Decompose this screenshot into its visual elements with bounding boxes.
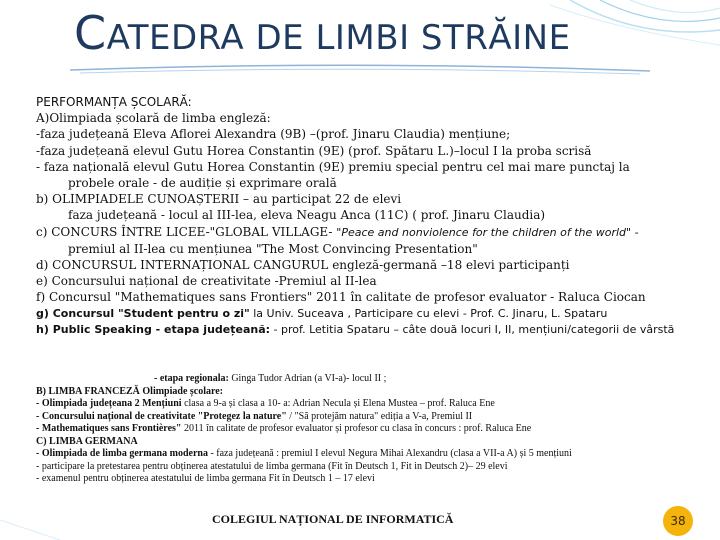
contest-name: h) Public Speaking - etapa județeană: — [36, 322, 271, 336]
section-heading: B) LIMBA FRANCEZĂ Olimpiade școlare: — [36, 385, 224, 397]
stage-label: - etapa regionala: — [154, 373, 229, 384]
list-item: b) OLIMPIADELE CUNOAȘTERII – au participat 22 de elevi — [36, 192, 402, 207]
list-item — [36, 398, 696, 411]
list-item — [36, 448, 696, 461]
contest-name: - Mathematiques sans Frontières" — [36, 423, 182, 434]
section-heading: C) LIMBA GERMANA — [36, 435, 138, 447]
contest-detail: - faza județeană : premiul I elevul Negura Mihai Alexandru (clasa a VII-a A) și 5 mențiuni — [207, 448, 572, 459]
title-rest: ATEDRA DE LIMBI STRĂINE — [106, 18, 571, 58]
footer-school-name: COLEGIUL NAȚIONAL DE INFORMATICĂ — [212, 512, 454, 526]
contest-detail: clasa a 9-a și clasa a 10- a: Adrian Necula și Elena Mustea – prof. Raluca Ene — [181, 398, 495, 409]
list-item: A)Olimpiada școlară de limba engleză: — [36, 111, 271, 126]
languages-list — [36, 373, 696, 486]
list-item: -faza județeană elevul Gutu Horea Constantin (9E) (prof. Spătaru L.)–locul I la proba scrisă — [36, 143, 592, 158]
list-item — [36, 373, 696, 386]
contest-detail: la Univ. Suceava , Participare cu elevi - Prof. C. Jinaru, L. Spataru — [249, 306, 608, 320]
page-number-badge: 38 — [663, 506, 693, 536]
list-item: - participare la pretestarea pentru obținerea atestatului de limba germana (Fit în Deutsch 1, Fit in Deutsch 2)– 29 elevi — [36, 460, 508, 472]
page-title — [74, 6, 571, 60]
list-item — [36, 306, 686, 322]
title-initial: C — [74, 6, 107, 60]
performance-list — [36, 94, 686, 338]
list-item: f) Concursul "Mathematiques sans Frontiers" 2011 în calitate de profesor evaluator - Raluca Ciocan — [36, 290, 646, 305]
section-heading: PERFORMANȚA ȘCOLARĂ: — [36, 95, 192, 109]
list-item: faza județeană - locul al III-lea, eleva Neagu Anca (11C) ( prof. Jinaru Claudia) — [68, 208, 546, 223]
contest-detail: / "Să protejăm natura" ediția a V-a, Premiul II — [286, 410, 473, 422]
list-item: e) Concursului național de creativitate -Premiul al II-lea — [36, 274, 377, 289]
list-item — [36, 411, 696, 424]
contest-name: - Concursului național de creativitate "Protegez la nature" — [36, 410, 287, 422]
bottom-decoration — [0, 510, 60, 540]
contest-name: g) Concursul "Student pentru o zi" — [36, 306, 250, 320]
list-item — [36, 423, 696, 436]
list-item — [36, 224, 686, 241]
global-village-theme: "Peace and nonviolence for the children of the world" - — [336, 225, 639, 239]
stage-detail: Ginga Tudor Adrian (a VI-a)- locul II ; — [228, 373, 387, 384]
list-item: -faza județeană Eleva Aflorei Alexandra (9B) –(prof. Jinaru Claudia) mențiune; — [36, 127, 511, 142]
contest-name: - Olimpiada județeana 2 Mențiuni — [36, 398, 182, 409]
contest-detail: - prof. Letitia Spataru – câte două locuri I, II, mențiuni/categorii de vârstă — [270, 322, 675, 336]
list-item — [36, 322, 686, 338]
corner-decoration — [550, 0, 720, 60]
global-village-title: c) CONCURS ÎNTRE LICEE-"GLOBAL VILLAGE- — [36, 224, 337, 239]
list-item: probele orale - de audiție și exprimare orală — [68, 176, 337, 191]
title-underline — [70, 62, 650, 76]
list-item: - examenul pentru obținerea atestatului de limba germana Fit în Deutsch 1 – 17 elevi — [36, 473, 375, 484]
list-item: - faza națională elevul Gutu Horea Constantin (9E) premiu special pentru cel mai mare punctaj la — [36, 159, 630, 174]
contest-name: - Olimpiada de limba germana moderna — [36, 448, 208, 459]
list-item: premiul al II-lea cu mențiunea "The Most Convincing Presentation" — [68, 241, 478, 256]
list-item: d) CONCURSUL INTERNAȚIONAL CANGURUL engleză-germană –18 elevi participanți — [36, 258, 570, 273]
contest-detail: 2011 în calitate de profesor evaluator și profesor cu clasa în concurs : prof. Raluca Ene — [181, 423, 532, 434]
